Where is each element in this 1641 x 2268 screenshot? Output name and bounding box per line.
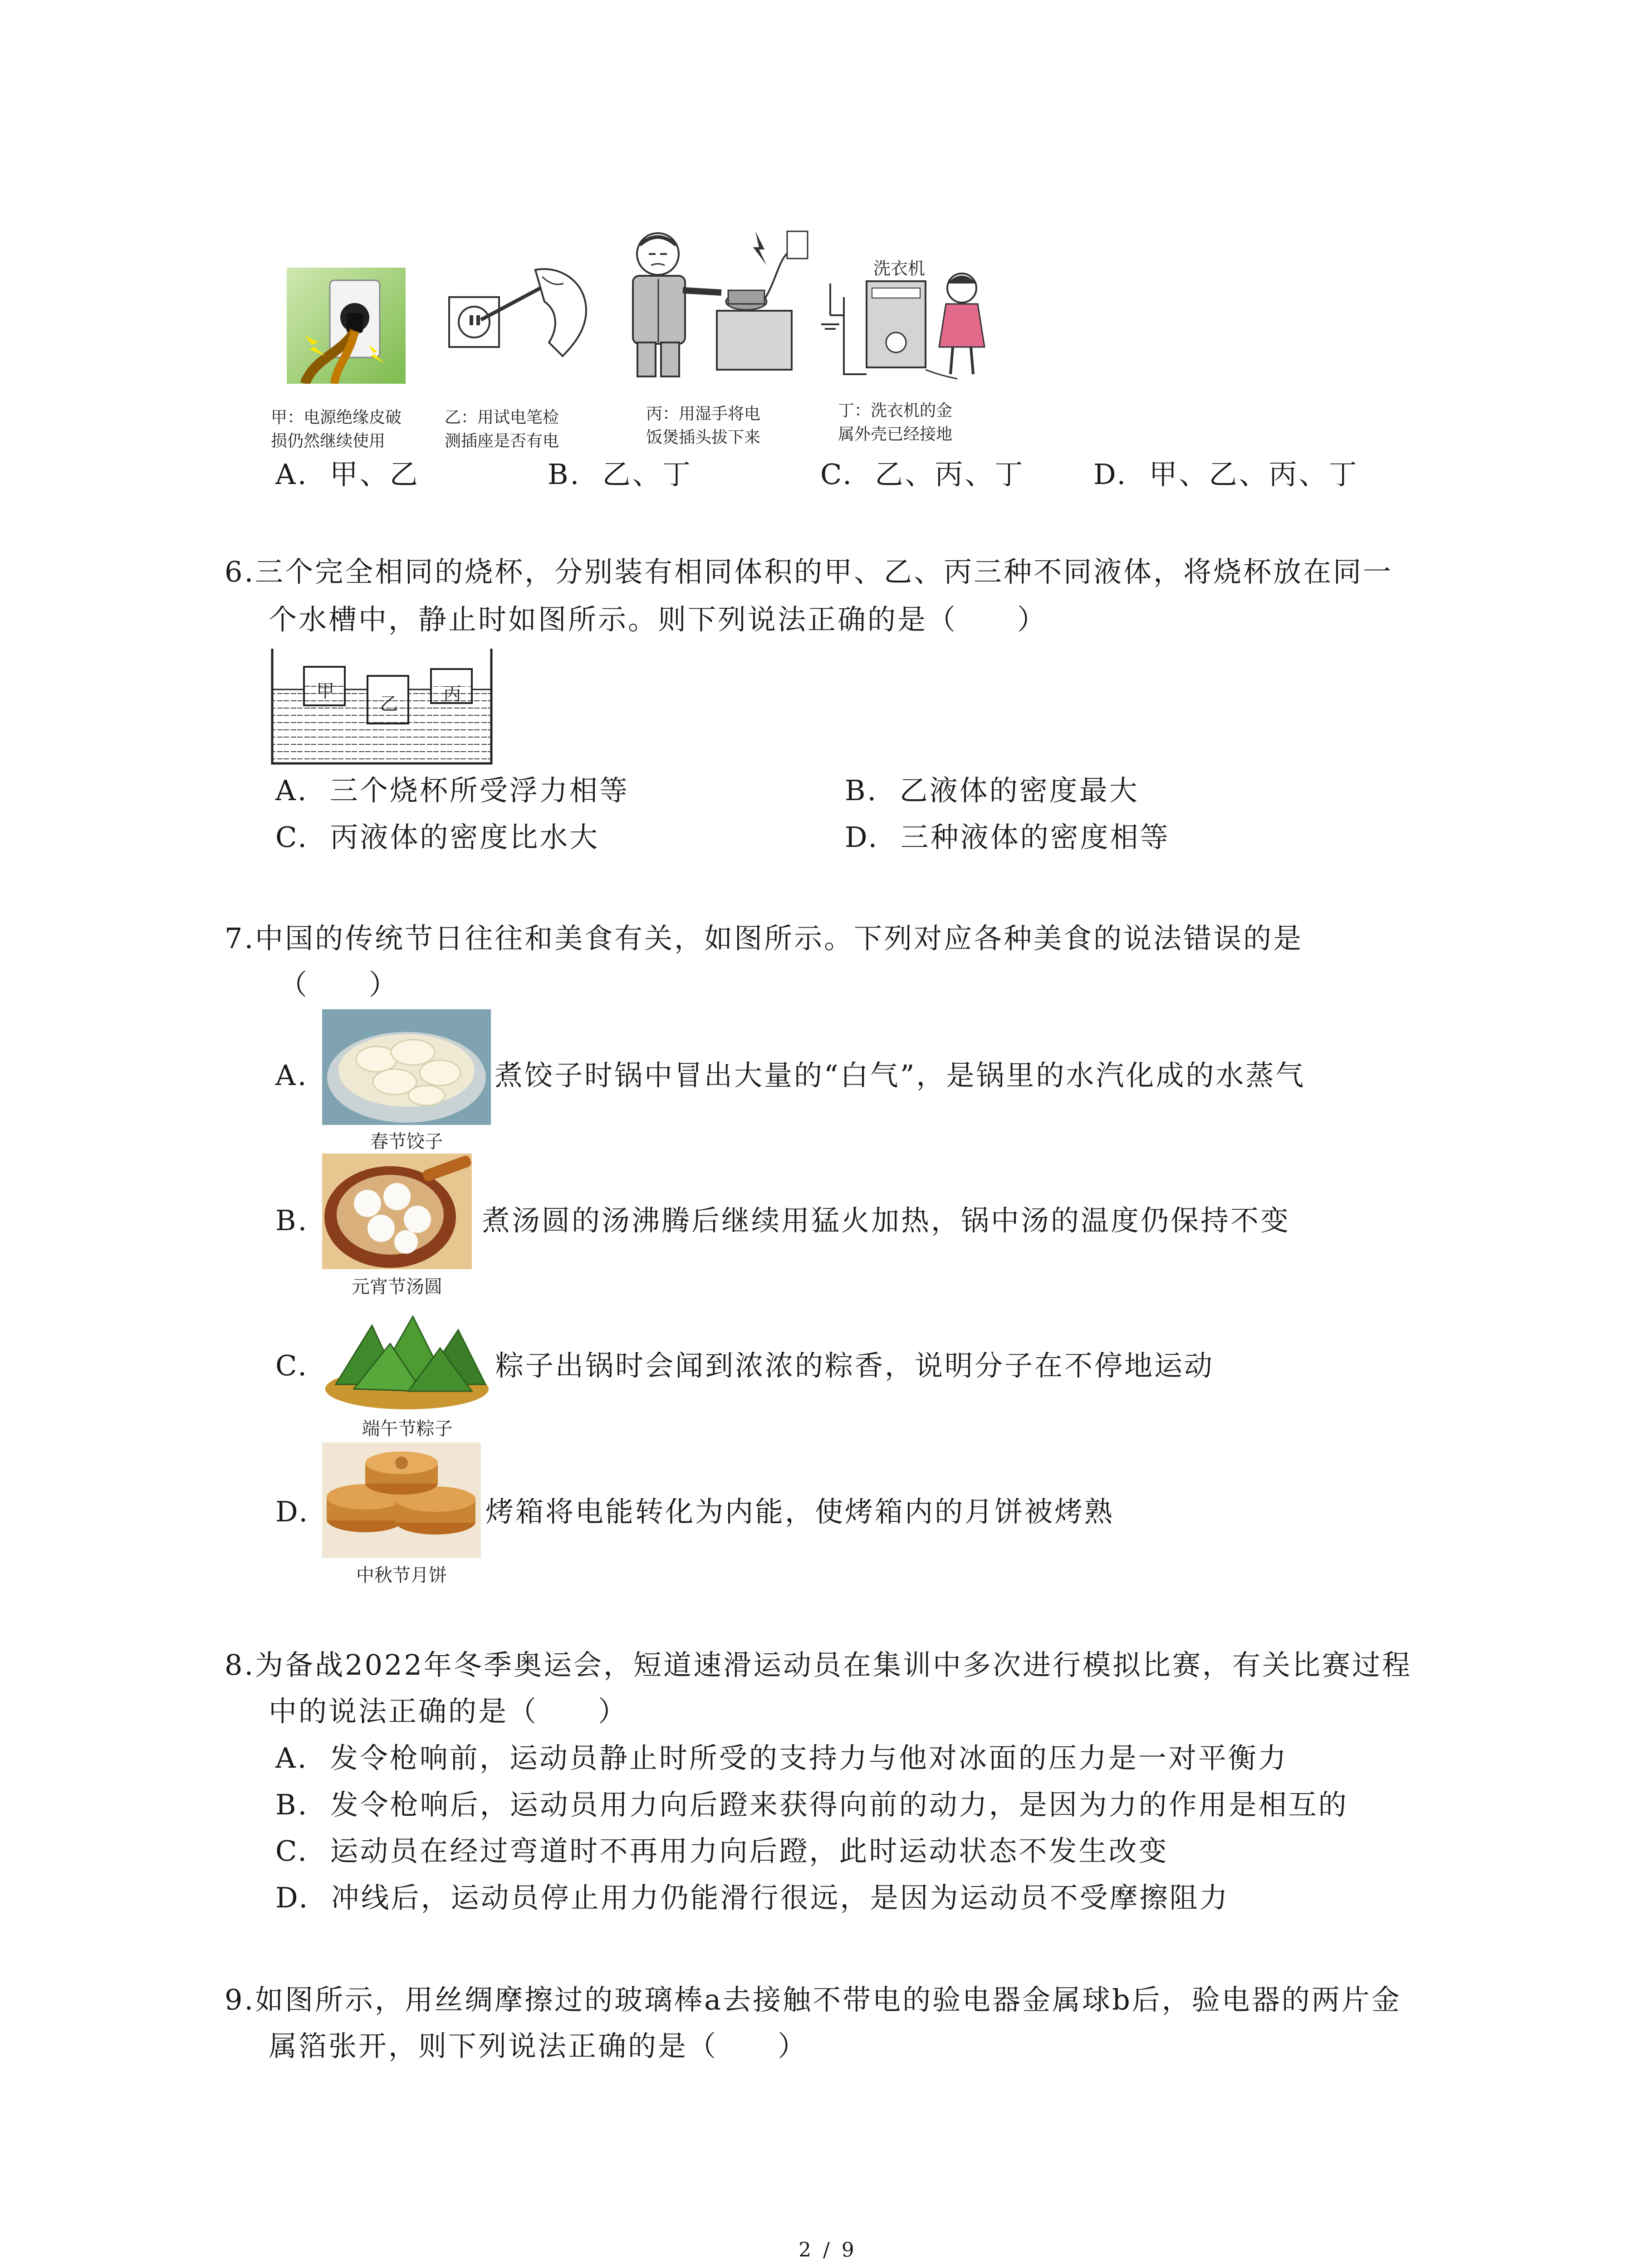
q7-option-c-text: 粽子出锅时会闻到浓浓的粽香，说明分子在不停地运动 [495,1349,1215,1382]
q7-option-d-label: D. [275,1495,310,1528]
q6-stem-line1: 6.三个完全相同的烧杯，分别装有相同体积的甲、乙、丙三种不同液体，将烧杯放在同一 [225,555,1393,588]
q6-option-c: C. 丙液体的密度比水大 [275,821,600,854]
caption-bing-line2: 饭煲插头拔下来 [646,428,761,447]
q8-option-a: A. 发令枪响前，运动员静止时所受的支持力与他对冰面的压力是一对平衡力 [275,1741,1288,1774]
q6-option-a: A. 三个烧杯所受浮力相等 [275,774,629,807]
caption-bing [646,402,760,450]
image-mooncakes [322,1442,481,1558]
q9-stem-line1: 9.如图所示，用丝绸摩擦过的玻璃棒a去接触不带电的验电器金属球b后，验电器的两片金 [225,1983,1401,2016]
beaker-label-bing: 丙 [443,684,461,704]
q8-option-d: D. 冲线后，运动员停止用力仍能滑行很远，是因为运动员不受摩擦阻力 [275,1881,1230,1914]
figure-jia-damaged-cord [287,268,406,384]
q6-option-b: B. 乙液体的密度最大 [845,774,1139,807]
caption-ding-line2: 属外壳已经接地 [838,425,953,444]
figure-beakers-in-tank [270,646,495,767]
caption-yi-line2: 测插座是否有电 [445,432,559,451]
q9-stem-line2: 属箔张开，则下列说法正确的是（ ） [269,2029,808,2063]
q7-option-b-text: 煮汤圆的汤沸腾后继续用猛火加热，锅中汤的温度仍保持不变 [482,1204,1291,1237]
q7-option-d-text: 烤箱将电能转化为内能，使烤箱内的月饼被烤熟 [485,1495,1115,1528]
q7-option-a-label: A. [275,1059,309,1092]
q5-option-c: C. 乙、丙、丁 [820,458,1025,491]
caption-jia [271,406,402,453]
caption-zongzi: 端午节粽子 [362,1418,453,1439]
q5-option-a: A. 甲、乙 [275,458,420,491]
q7-option-b-label: B. [275,1204,309,1237]
q8-option-b: B. 发令枪响后，运动员用力向后蹬来获得向前的动力，是因为力的作用是相互的 [275,1788,1348,1821]
caption-dumplings: 春节饺子 [370,1131,443,1152]
q8-option-c: C. 运动员在经过弯道时不再用力向后蹬，此时运动状态不发生改变 [275,1834,1169,1867]
caption-bing-line1: 丙：用湿手将电 [646,405,761,423]
caption-yi-line1: 乙：用试电笔检 [445,408,559,427]
q7-option-c-label: C. [275,1349,309,1382]
q6-stem-line2: 个水槽中，静止时如图所示。则下列说法正确的是（ ） [269,603,1048,636]
washer-label: 洗衣机 [873,259,926,279]
caption-mooncakes: 中秋节月饼 [356,1565,447,1586]
q8-stem-line1: 8.为备战2022年冬季奥运会，短道速滑运动员在集训中多次进行模拟比赛，有关比赛过程 [225,1648,1412,1681]
caption-ding [838,399,952,446]
image-tangyuan [322,1154,472,1269]
figure-yi-test-pen [445,252,599,388]
q7-stem-line2: （ ） [279,968,399,1001]
figure-bing-wet-hand [615,222,817,383]
beaker-label-jia: 甲 [316,681,334,702]
q8-stem-line2: 中的说法正确的是（ ） [269,1695,628,1728]
q7-stem-line1: 7.中国的传统节日往往和美食有关，如图所示。下列对应各种美食的说法错误的是 [225,922,1303,955]
image-dumplings [322,1009,491,1125]
caption-jia-line1: 甲：电源绝缘皮破 [271,408,402,427]
q7-option-a-text: 煮饺子时锅中冒出大量的“白气”，是锅里的水汽化成的水蒸气 [495,1059,1306,1092]
caption-jia-line2: 损仍然继续使用 [271,432,386,451]
caption-ding-line1: 丁：洗衣机的金 [838,401,953,420]
image-zongzi [322,1298,492,1412]
page-number: 2 / 9 [798,2239,857,2262]
q5-option-d: D. 甲、乙、丙、丁 [1093,458,1359,491]
figure-ding-washer-grounded [821,256,1003,383]
q5-option-b: B. 乙、丁 [548,458,692,491]
caption-yi [445,406,559,453]
q6-option-d: D. 三种液体的密度相等 [845,821,1170,854]
beaker-label-yi: 乙 [380,694,398,714]
caption-tangyuan: 元宵节汤圆 [352,1276,442,1297]
